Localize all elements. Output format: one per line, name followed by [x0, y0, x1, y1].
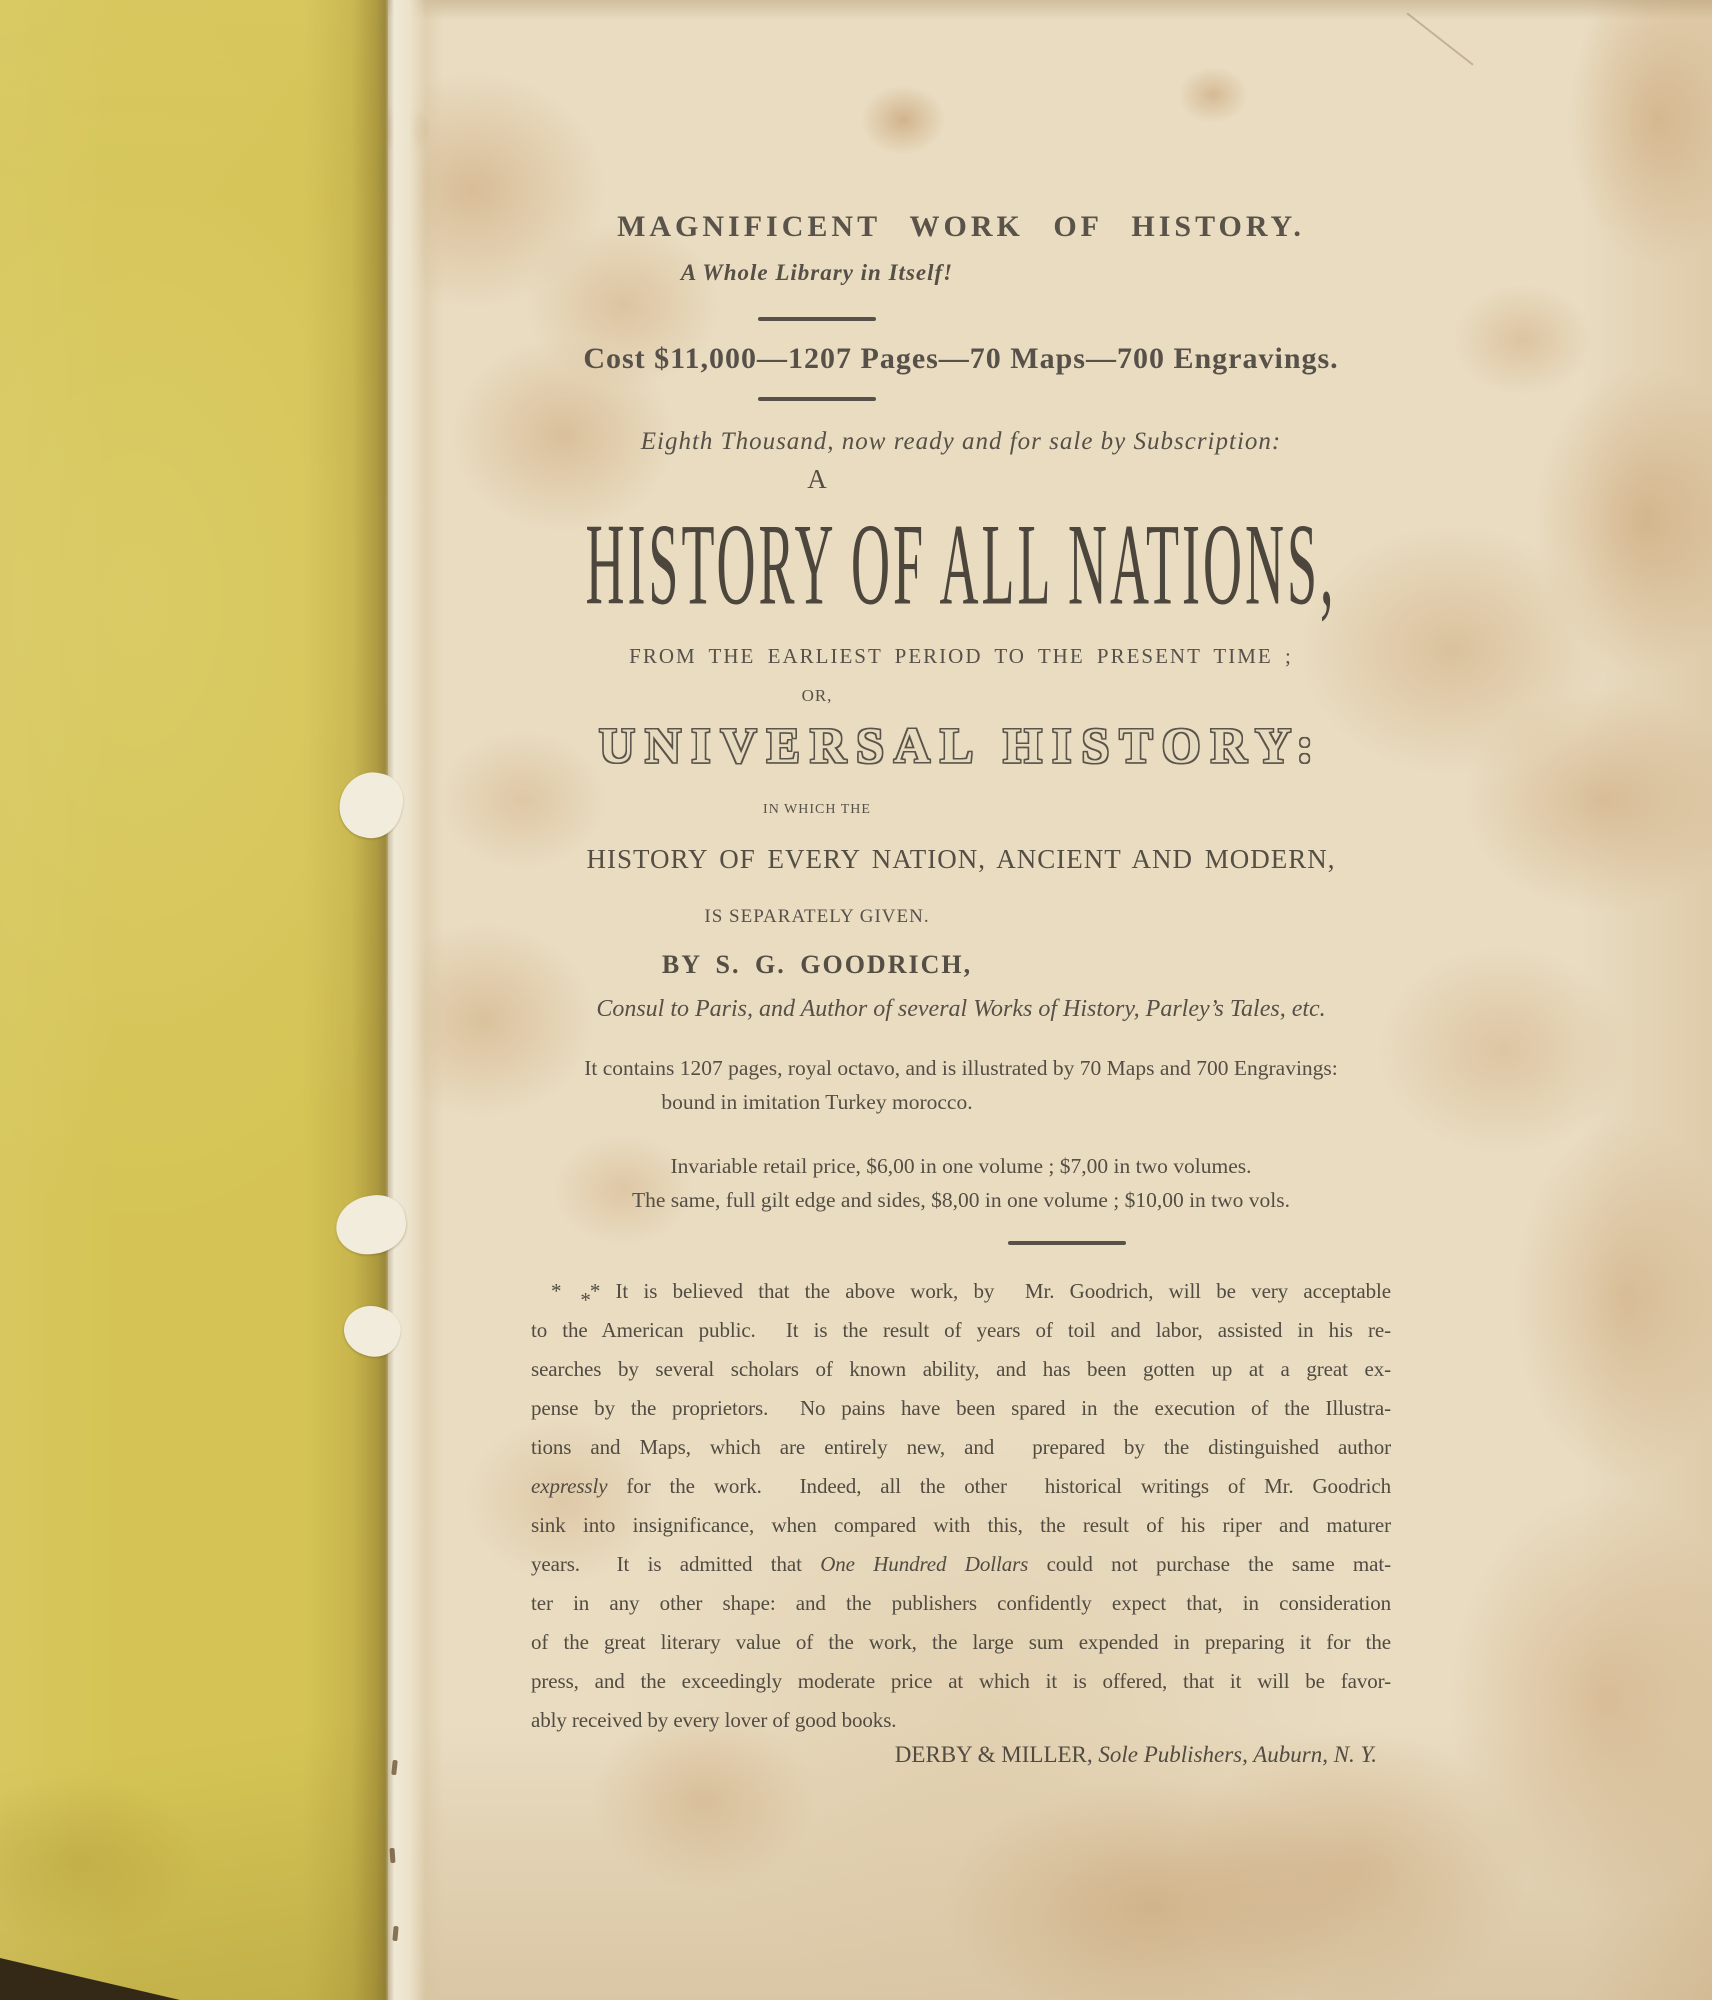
left-endpaper [0, 0, 388, 2000]
page-gutter [352, 0, 444, 2000]
text-segment: ably received by every lover of good books. [531, 1708, 897, 1732]
notice-paragraph [531, 1272, 1391, 1740]
text-segment: One Hundred Dollars [820, 1552, 1029, 1576]
printed-content [531, 0, 1391, 2000]
notice-line [531, 1623, 1391, 1662]
notice-line [531, 1428, 1391, 1467]
contains-line-2: bound in imitation Turkey morocco. [661, 1090, 973, 1114]
notice-line [531, 1701, 1391, 1740]
text-segment: ter in any other shape: and the publishers confidently expect that, in consideration [531, 1591, 1391, 1615]
subtitle-line: FROM THE EARLIEST PERIOD TO THE PRESENT TIME ; [629, 644, 1293, 668]
text-segment: could not purchase the same mat- [1028, 1552, 1391, 1576]
text-segment: press, and the exceedingly moderate price at which it is offered, that it will be favor- [531, 1669, 1391, 1693]
author-byline: BY S. G. GOODRICH, [661, 950, 973, 979]
divider-rule [1008, 1241, 1126, 1245]
binding-stitch [389, 1848, 395, 1863]
main-title: HISTORY OF ALL NATIONS, [585, 500, 1337, 630]
notice-line [531, 1350, 1391, 1389]
scope-line: HISTORY OF EVERY NATION, ANCIENT AND MODERN, [586, 844, 1336, 874]
notice-line [531, 1545, 1391, 1584]
price-line-1: Invariable retail price, $6,00 in one volume ; $7,00 in two volumes. [670, 1154, 1252, 1178]
text-segment: * [589, 1279, 601, 1303]
given-line: IS SEPARATELY GIVEN. [704, 906, 930, 927]
text-segment: * [551, 1279, 562, 1303]
edition-line: Eighth Thousand, now ready and for sale by Subscription: [640, 428, 1282, 455]
contains-line-1: It contains 1207 pages, royal octavo, and is illustrated by 70 Maps and 700 Engravings: [584, 1056, 1338, 1080]
notice-line [531, 1467, 1391, 1506]
alt-title: UNIVERSAL HISTORY: [598, 717, 1324, 773]
text-segment: pense by the proprietors. No pains have been spared in the execution of the Illustra- [531, 1396, 1391, 1420]
title-page [388, 0, 1712, 2000]
divider-rule [758, 317, 876, 321]
or-word: OR, [801, 686, 833, 705]
notice-line [531, 1662, 1391, 1701]
text-segment: for the work. Indeed, all the other historical writings of Mr. Goodrich [607, 1474, 1391, 1498]
text-segment: to the American public. It is the result of years of toil and labor, assisted in his re- [531, 1318, 1391, 1342]
text-segment: of the great literary value of the work, the large sum expended in preparing it for the [531, 1630, 1391, 1654]
text-segment: sink into insignificance, when compared with this, the result of his riper and maturer [531, 1513, 1391, 1537]
text-segment: * [580, 1287, 591, 1312]
price-line-2: The same, full gilt edge and sides, $8,00 in one volume ; $10,00 in two vols. [631, 1188, 1291, 1212]
publisher-line [531, 1742, 1391, 1768]
masthead-subheading: A Whole Library in Itself! [680, 260, 954, 285]
text-segment: It is believed that the above work, by Mr. Goodrich, will be very acceptable [600, 1279, 1391, 1303]
paper-crease [1406, 12, 1473, 65]
masthead-cost-line: Cost $11,000—1207 Pages—70 Maps—700 Engravings. [583, 342, 1339, 375]
notice-line [531, 1272, 1391, 1311]
text-segment: Sole Publishers, Auburn, N. Y. [1098, 1742, 1377, 1767]
text-segment: DERBY & MILLER, [894, 1742, 1099, 1767]
text-segment: searches by several scholars of known ability, and has been gotten up at a great ex- [531, 1357, 1391, 1381]
text-segment: expressly [531, 1474, 608, 1498]
masthead-heading: MAGNIFICENT WORK OF HISTORY. [617, 210, 1305, 243]
masthead-article: A [807, 464, 827, 494]
notice-line [531, 1506, 1391, 1545]
text-segment: tions and Maps, which are entirely new, and prepared by the distinguished author [531, 1435, 1391, 1459]
notice-line [531, 1389, 1391, 1428]
text-segment: years. It is admitted that [531, 1552, 821, 1576]
notice-line [531, 1311, 1391, 1350]
author-credentials: Consul to Paris, and Author of several Works of History, Parley’s Tales, etc. [596, 996, 1326, 1022]
notice-line [531, 1584, 1391, 1623]
in-which-line: IN WHICH THE [763, 802, 871, 817]
divider-rule [758, 397, 876, 401]
